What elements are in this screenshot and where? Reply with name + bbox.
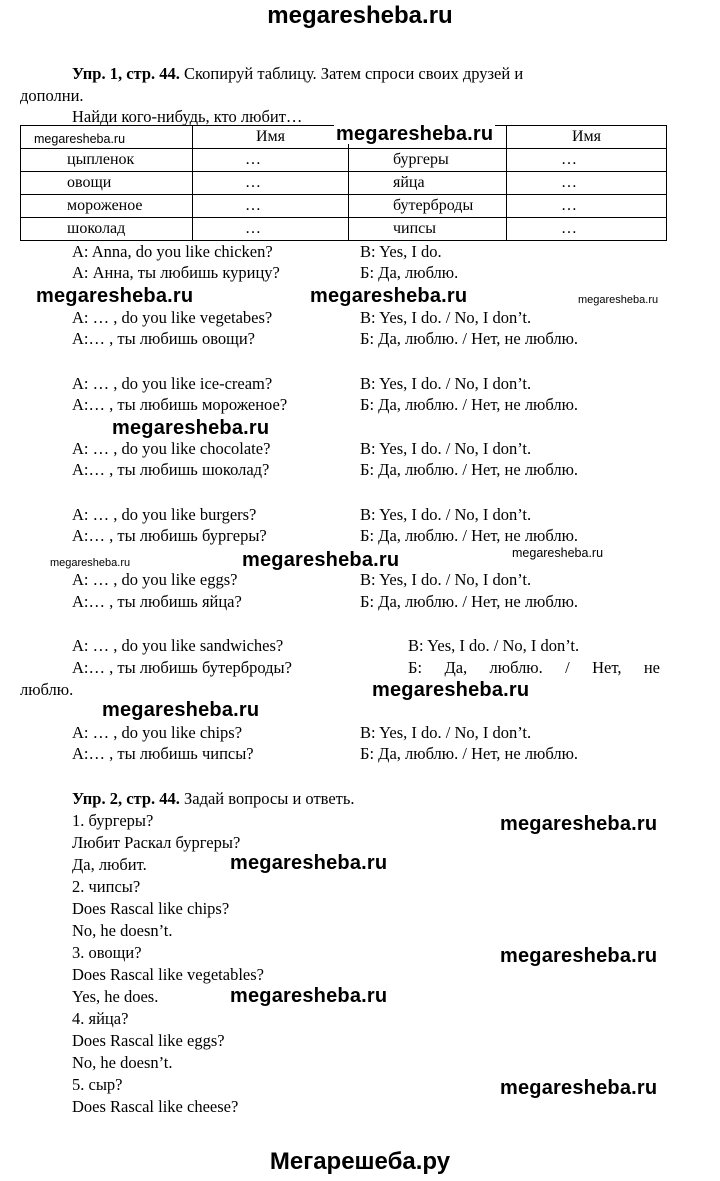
dialog-a-en: A: … , do you like vegetabes? bbox=[72, 308, 273, 327]
ex2-line: Да, любит. bbox=[72, 855, 147, 874]
dialog-b-ru-word: люблю. bbox=[489, 658, 543, 677]
ex2-line: No, he doesn’t. bbox=[72, 1053, 173, 1072]
dialog-a-en: A: … , do you like chips? bbox=[72, 723, 243, 742]
ex2-heading-line bbox=[72, 791, 355, 808]
dialog-a-ru: А:… , ты любишь овощи? bbox=[72, 329, 255, 348]
ex1-instruction-cont: дополни. bbox=[20, 86, 84, 105]
dialog-a-en: A: … , do you like chocolate? bbox=[72, 439, 271, 458]
dialog-b-ru: Б: Да, люблю. / Нет, не люблю. bbox=[360, 395, 579, 414]
dialog-b-ru: Б: Да, люблю. bbox=[360, 263, 459, 282]
table-row bbox=[21, 195, 667, 218]
dialog-b-ru-word: / bbox=[565, 658, 570, 677]
watermark: megaresheba.ru bbox=[372, 679, 530, 701]
watermark: megaresheba.ru bbox=[112, 417, 270, 439]
ex1-heading-line bbox=[72, 66, 523, 83]
dialog-a-en: A: … , do you like sandwiches? bbox=[72, 636, 284, 655]
dialog-b-ru: Б: Да, люблю. / Нет, не люблю. bbox=[360, 329, 579, 348]
ex2-instruction: Задай вопросы и ответь. bbox=[184, 789, 355, 808]
table-row bbox=[21, 172, 667, 195]
dialog-b-ru: Б: Да, люблю. / Нет, не люблю. bbox=[360, 744, 579, 763]
ex2-line: Yes, he does. bbox=[72, 987, 159, 1006]
table-cell: … bbox=[193, 195, 349, 218]
table-cell: мороженое bbox=[21, 195, 193, 218]
ex2-line: 4. яйца? bbox=[72, 1009, 129, 1028]
watermark: megaresheba.ru bbox=[336, 123, 494, 145]
dialog-b-en: B: Yes, I do. / No, I don’t. bbox=[360, 308, 532, 327]
ex1-instruction: Скопируй таблицу. Затем спроси своих друзей и bbox=[184, 64, 524, 83]
watermark-small: megaresheba.ru bbox=[34, 132, 126, 146]
ex1-heading: Упр. 1, стр. 44. bbox=[72, 64, 180, 83]
dialog-b-en: B: Yes, I do. / No, I don’t. bbox=[360, 374, 532, 393]
dialog-a-ru: А: Анна, ты любишь курицу? bbox=[72, 263, 280, 282]
dialog-a-en: A: Anna, do you like chicken? bbox=[72, 242, 273, 261]
dialog-b-en: B: Yes, I do. / No, I don’t. bbox=[408, 636, 580, 655]
ex2-line: 1. бургеры? bbox=[72, 811, 154, 830]
watermark: megaresheba.ru bbox=[230, 852, 388, 874]
ex2-line: 5. сыр? bbox=[72, 1075, 123, 1094]
table-header-name: Имя bbox=[193, 126, 349, 149]
dialog-a-ru: А:… , ты любишь мороженое? bbox=[72, 395, 288, 414]
dialog-a-ru: А:… , ты любишь бутерброды? bbox=[72, 658, 292, 677]
ex2-line: Does Rascal like cheese? bbox=[72, 1097, 239, 1116]
ex2-line: No, he doesn’t. bbox=[72, 921, 173, 940]
table-row bbox=[21, 149, 667, 172]
dialog-a-en: A: … , do you like ice-cream? bbox=[72, 374, 273, 393]
table-cell: яйца bbox=[349, 172, 507, 195]
watermark: megaresheba.ru bbox=[500, 813, 658, 835]
dialog-b-en: B: Yes, I do. / No, I don’t. bbox=[360, 723, 532, 742]
dialog-a-ru: А:… , ты любишь шоколад? bbox=[72, 460, 270, 479]
table-cell: … bbox=[193, 172, 349, 195]
ex2-line: 2. чипсы? bbox=[72, 877, 141, 896]
table-cell: … bbox=[193, 149, 349, 172]
dialog-a-en: A: … , do you like eggs? bbox=[72, 570, 238, 589]
header-watermark: megaresheba.ru bbox=[267, 2, 453, 29]
table-cell: чипсы bbox=[349, 218, 507, 241]
watermark: megaresheba.ru bbox=[500, 1077, 658, 1099]
watermark: megaresheba.ru bbox=[102, 699, 260, 721]
table-row bbox=[21, 218, 667, 241]
ex2-heading: Упр. 2, стр. 44. bbox=[72, 789, 180, 808]
watermark: megaresheba.ru bbox=[500, 945, 658, 967]
watermark-small: megaresheba.ru bbox=[578, 294, 659, 306]
table-cell: цыпленок bbox=[21, 149, 193, 172]
ex2-line: Does Rascal like eggs? bbox=[72, 1031, 225, 1050]
dialog-b-ru: Б: Да, люблю. / Нет, не люблю. bbox=[360, 526, 579, 545]
watermark: megaresheba.ru bbox=[230, 985, 388, 1007]
dialog-b-ru-word: не bbox=[643, 658, 660, 677]
table-header-name: Имя bbox=[507, 126, 667, 149]
table-cell: бутерброды bbox=[349, 195, 507, 218]
dialog-a-ru: А:… , ты любишь чипсы? bbox=[72, 744, 254, 763]
dialog-b-ru: Б: Да, люблю. / Нет, не люблю. bbox=[360, 460, 579, 479]
table-cell: … bbox=[507, 218, 667, 241]
ex2-line: Does Rascal like vegetables? bbox=[72, 965, 264, 984]
watermark: megaresheba.ru bbox=[242, 549, 400, 571]
ex2-line: Любит Раскал бургеры? bbox=[72, 833, 241, 852]
footer-watermark: Мегарешеба.ру bbox=[269, 1148, 451, 1175]
dialog-b-ru-word: Нет, bbox=[592, 658, 622, 677]
dialog-b-en: B: Yes, I do. / No, I don’t. bbox=[360, 570, 532, 589]
ex2-line: 3. овощи? bbox=[72, 943, 142, 962]
table-cell: … bbox=[507, 195, 667, 218]
dialog-b-ru-word: Да, bbox=[444, 658, 468, 677]
table-cell: шоколад bbox=[21, 218, 193, 241]
dialog-b-en: B: Yes, I do. / No, I don’t. bbox=[360, 505, 532, 524]
ex2-line: Does Rascal like chips? bbox=[72, 899, 230, 918]
dialog-a-en: A: … , do you like burgers? bbox=[72, 505, 257, 524]
dialog-b-ru: Б: Да, люблю. / Нет, не люблю. bbox=[360, 592, 579, 611]
dialog-a-ru: А:… , ты любишь яйца? bbox=[72, 592, 242, 611]
watermark-small: megaresheba.ru bbox=[50, 557, 131, 569]
table-cell: овощи bbox=[21, 172, 193, 195]
table-cell: бургеры bbox=[349, 149, 507, 172]
dialog-b-ru-cont: люблю. bbox=[20, 680, 74, 699]
dialog-b-ru-justified bbox=[408, 660, 660, 677]
watermark: megaresheba.ru bbox=[310, 285, 468, 307]
dialog-b-en: B: Yes, I do. / No, I don’t. bbox=[360, 439, 532, 458]
watermark: megaresheba.ru bbox=[36, 285, 194, 307]
table-cell: … bbox=[193, 218, 349, 241]
ex1-find-text: Найди кого-нибудь, кто любит… bbox=[72, 107, 303, 126]
table-cell: … bbox=[507, 172, 667, 195]
dialog-b-ru-word: Б: bbox=[408, 658, 423, 677]
table-cell: … bbox=[507, 149, 667, 172]
dialog-b-en: B: Yes, I do. bbox=[360, 242, 442, 261]
watermark-small: megaresheba.ru bbox=[512, 546, 604, 560]
dialog-a-ru: А:… , ты любишь бургеры? bbox=[72, 526, 267, 545]
